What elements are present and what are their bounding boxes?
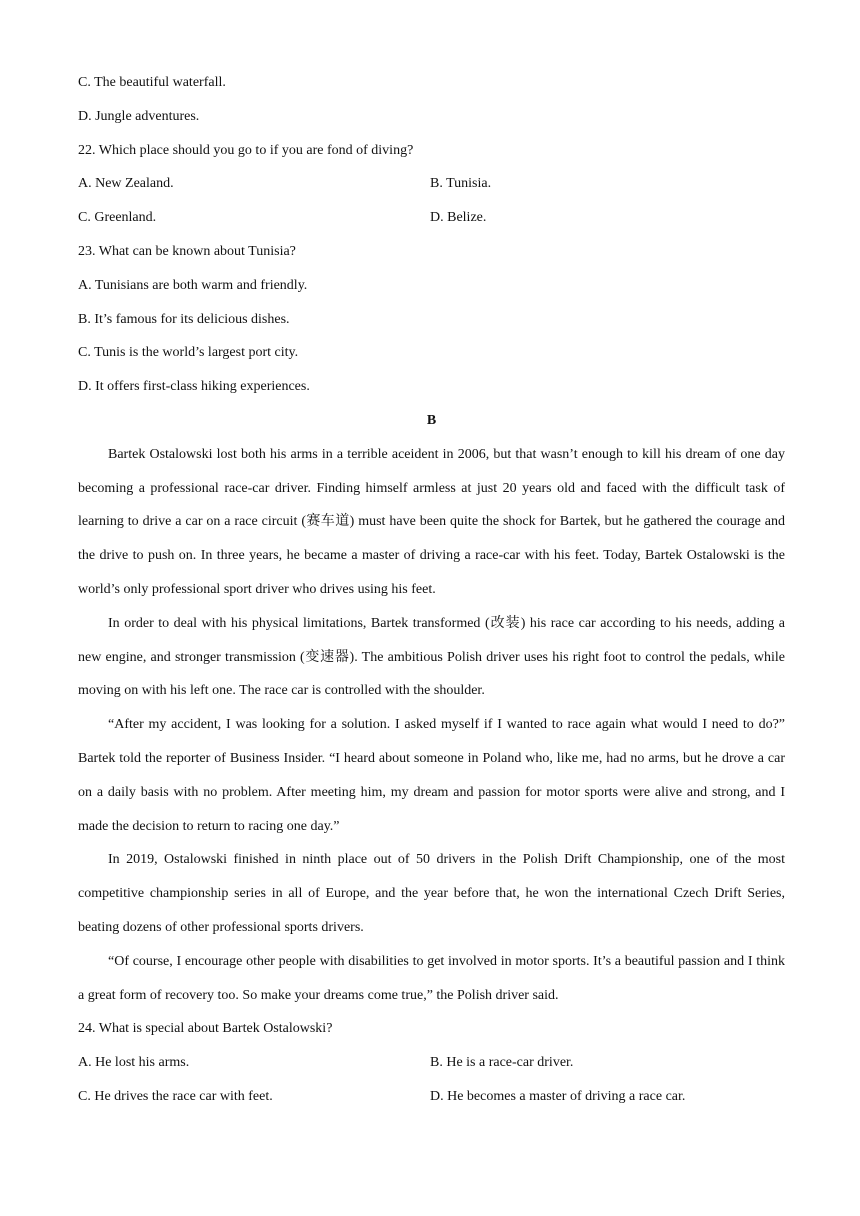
q23-option-d: D. It offers first-class hiking experiences. [78, 379, 310, 395]
q23-option-a: A. Tunisians are both warm and friendly. [78, 277, 308, 293]
q21-option-c: C. The beautiful waterfall. [78, 75, 226, 90]
passage-paragraph-5: “Of course, I encourage other people with disabilities to get involved in motor sports. It’s a beautiful passion and I think a great form of recovery too. So make your dreams come true,” the Polish driver said. [78, 953, 785, 1003]
q23-option-c: C. Tunis is the world’s largest port city. [78, 345, 299, 361]
q24-option-a: A. He lost his arms. [78, 1055, 190, 1071]
q21-option-d: D. Jungle adventures. [78, 108, 200, 124]
section-b-title: B [426, 412, 437, 428]
q24-options-row-2 [78, 1080, 785, 1114]
q23-stem: 23. What can be known about Tunisia? [78, 243, 296, 259]
q24-options-row-1 [78, 1046, 785, 1080]
q22-option-a: A. New Zealand. [78, 176, 174, 192]
q24-option-d: D. He becomes a master of driving a race car. [430, 1088, 686, 1104]
passage-paragraph-4: In 2019, Ostalowski finished in ninth place out of 50 drivers in the Polish Drift Championship, one of the most competitive championship series in all of Europe, and the year before that, he won the international Czech Drift Series, beating dozens of other professional sports drivers. [78, 852, 785, 935]
q22-options-row-1 [78, 167, 785, 201]
q22-options-row-2 [78, 201, 785, 235]
q22-option-b: B. Tunisia. [430, 176, 492, 192]
passage-paragraph-1: Bartek Ostalowski lost both his arms in a terrible aceident in 2006, but that wasn’t enough to kill his dream of one day becoming a professional race-car driver. Finding himself armless at just 20 years old and faced with the difficult task of learning to drive a car on a race circuit (赛车道) must have been quite the shock for Bartek, but he gathered the courage and the drive to push on. In three years, he became a master of driving a race-car with his feet. Today, Bartek Ostalowski is the world’s only professional sport driver who drives using his feet. [78, 446, 785, 597]
passage-paragraph-3: “After my accident, I was looking for a solution. I asked myself if I wanted to race again what would I need to do?” Bartek told the reporter of Business Insider. “I heard about someone in Poland who, like me, had no arms, but he drove a car on a daily basis with no problem. After meeting him, my dream and passion for motor sports were alive and strong, and I made the decision to return to racing one day.” [78, 717, 785, 834]
q24-option-b: B. He is a race-car driver. [430, 1055, 574, 1071]
q22-option-d: D. Belize. [430, 210, 487, 226]
q22-stem: 22. Which place should you go to if you are fond of diving? [78, 142, 414, 158]
passage-paragraph-2: In order to deal with his physical limitations, Bartek transformed (改装) his race car according to his needs, adding a new engine, and stronger transmission (变速器). The ambitious Polish driver uses his right foot to control the pedals, while moving on with his left one. The race car is controlled with the shoulder. [78, 615, 785, 699]
q22-option-c: C. Greenland. [78, 210, 157, 226]
q24-option-c: C. He drives the race car with feet. [78, 1088, 273, 1104]
q24-stem: 24. What is special about Bartek Ostalowski? [78, 1021, 333, 1037]
exam-page [78, 66, 785, 1114]
q23-option-b: B. It’s famous for its delicious dishes. [78, 311, 290, 327]
